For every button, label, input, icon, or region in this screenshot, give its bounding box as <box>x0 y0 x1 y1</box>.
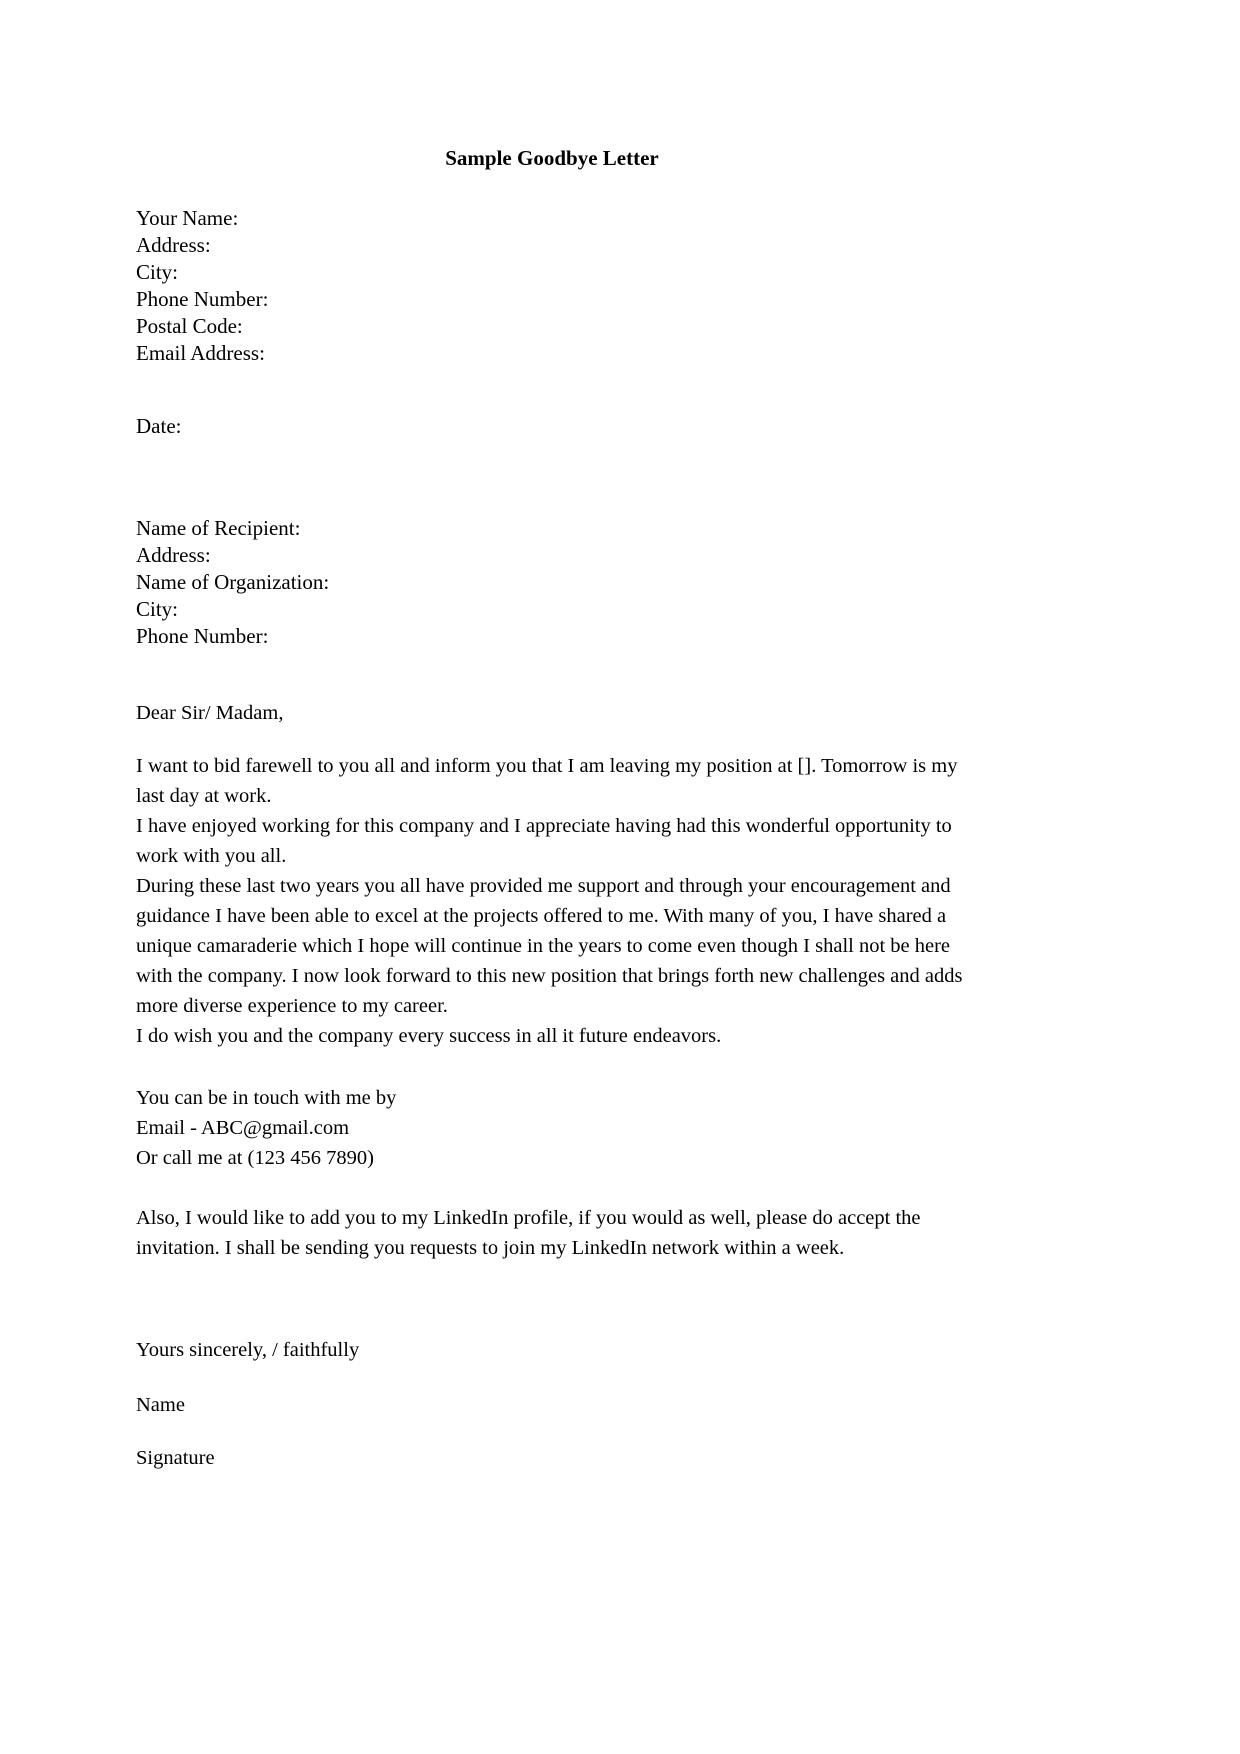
recipient-city-label: City: <box>136 597 179 621</box>
sender-info-block <box>136 205 968 367</box>
sender-name-label: Your Name: <box>136 206 239 230</box>
contact-info-block <box>136 1083 968 1173</box>
sender-phone-label: Phone Number: <box>136 287 269 311</box>
recipient-name-label: Name of Recipient: <box>136 516 301 540</box>
recipient-address-label: Address: <box>136 543 211 567</box>
signer-name-label: Name <box>136 1394 185 1416</box>
letter-title: Sample Goodbye Letter <box>445 146 659 170</box>
sender-city-label: City: <box>136 260 179 284</box>
contact-phone: Or call me at (123 456 7890) <box>136 1147 374 1169</box>
salutation: Dear Sir/ Madam, <box>136 702 284 724</box>
contact-email: Email - ABC@gmail.com <box>136 1117 350 1139</box>
recipient-phone-label: Phone Number: <box>136 624 269 648</box>
recipient-organization-label: Name of Organization: <box>136 570 330 594</box>
body-paragraph: I want to bid farewell to you all and inform you that I am leaving my position at []. Tomorrow is my last day at work. <box>136 755 958 807</box>
sender-email-label: Email Address: <box>136 341 265 365</box>
signature-label: Signature <box>136 1447 215 1469</box>
valediction: Yours sincerely, / faithfully <box>136 1339 360 1361</box>
body-paragraph: I have enjoyed working for this company and I appreciate having had this wonderful opportunity to work with you all. <box>136 815 952 867</box>
body-paragraph: During these last two years you all have provided me support and through your encouragement and guidance I have been able to excel at the projects offered to me. With many of you, I have shared a unique camaraderie which I hope will continue in the years to come even though I shall not be here with the company. I now look forward to this new position that brings forth new challenges and adds more diverse experience to my career. <box>136 875 963 1017</box>
body-paragraph: I do wish you and the company every success in all it future endeavors. <box>136 1025 722 1047</box>
linkedin-note-block <box>136 1203 968 1263</box>
letter-body <box>136 751 968 1051</box>
letter-content <box>0 145 1108 1473</box>
linkedin-paragraph: Also, I would like to add you to my LinkedIn profile, if you would as well, please do accept the invitation. I shall be sending you requests to join my LinkedIn network within a week. <box>136 1207 921 1259</box>
sender-address-label: Address: <box>136 233 211 257</box>
contact-intro: You can be in touch with me by <box>136 1087 397 1109</box>
date-label: Date: <box>136 414 182 438</box>
sender-postal-code-label: Postal Code: <box>136 314 243 338</box>
recipient-info-block <box>136 515 968 650</box>
